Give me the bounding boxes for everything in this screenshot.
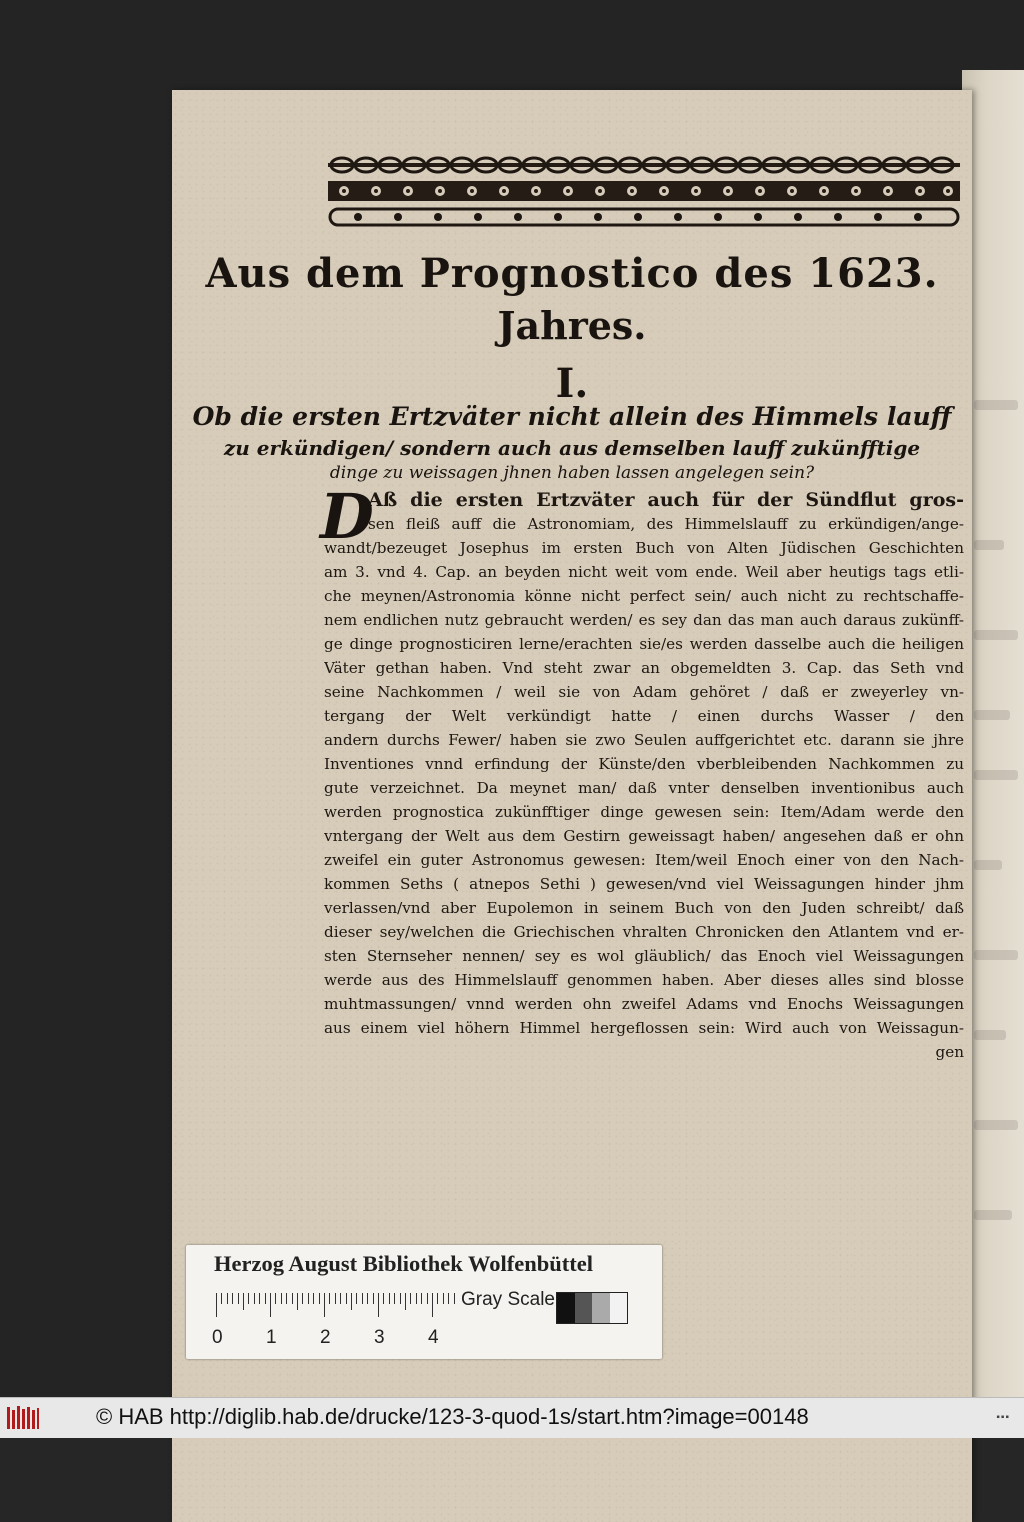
ruler-tick — [356, 1293, 357, 1304]
ruler-tick — [405, 1293, 406, 1310]
ruler-tick — [427, 1293, 428, 1304]
ruler-tick — [410, 1293, 411, 1304]
body-line: che meynen/Astronomia könne nicht perfect sein/ auch nicht zu rechtschaffe- — [324, 587, 964, 605]
ruler-tick — [324, 1293, 325, 1317]
body-line: tergang der Welt verkündigt hatte / einen durchs Wasser / den — [324, 707, 964, 725]
question-line-1: Ob die ersten Ertzväter nicht allein des Himmels lauff — [192, 402, 952, 431]
ruler-tick — [335, 1293, 336, 1304]
ruler-number: 4 — [428, 1327, 439, 1348]
body-line: sten Sternseher nennen/ sey es wol gläublich/ das Enoch viel Weissagungen — [324, 947, 964, 965]
title-line-1: Aus dem Prognostico des 1623. — [205, 250, 939, 297]
body-line: Väter gethan haben. Vnd steht zwar an obgemeldten 3. Cap. das Seth vnd — [324, 659, 964, 677]
ruler-number: 3 — [374, 1327, 385, 1348]
color-calibration-card — [186, 1245, 662, 1359]
body-line: sen fleiß auff die Astronomiam, des Himmelslauff zu erkündigen/ange- — [368, 515, 964, 533]
ruler-number: 1 — [266, 1327, 277, 1348]
ruler-tick — [243, 1293, 244, 1310]
body-line: werden prognostica zukünfftiger dinge gewesen sein: Item/Adam werde den — [324, 803, 964, 821]
body-line: Inventiones vnnd erfindung der Künste/den vberbleibenden Nachkommen zu — [324, 755, 964, 773]
ruler-tick — [254, 1293, 255, 1304]
body-line: wandt/bezeuget Josephus im ersten Buch von Alten Jüdischen Geschichten — [324, 539, 964, 557]
ruler-tick — [378, 1293, 379, 1317]
body-line: seine Nachkommen / weil sie von Adam gehöret / daß er zweyerley vn- — [324, 683, 964, 701]
ruler-tick — [221, 1293, 222, 1304]
ruler-tick — [432, 1293, 433, 1317]
body-line: zweifel ein guter Astronomus gewesen: Item/weil Enoch einer von den Nach- — [324, 851, 964, 869]
ruler-tick — [340, 1293, 341, 1304]
library-logo-icon — [6, 1404, 40, 1432]
ruler-tick — [437, 1293, 438, 1304]
body-line: vntergang der Welt aus dem Gestirn geweissagt haben/ angesehen daß er ohn — [324, 827, 964, 845]
body-line: gute verzeichnet. Da meynet man/ daß vnter denselben inventionibus auch — [324, 779, 964, 797]
ruler-tick — [216, 1293, 217, 1317]
ruler-tick — [238, 1293, 239, 1304]
body-line: kommen Seths ( atnepos Sethi ) gewesen/vnd viel Weissagungen hinder jhm — [324, 875, 964, 893]
body-line: andern durchs Fewer/ haben sie zwo Seulen auffgerichtet etc. darann sie jhre — [324, 731, 964, 749]
body-line: aus einem viel höhern Himmel hergeflossen sein: Wird auch von Weissagun- — [324, 1019, 964, 1037]
ornament-band-bottom — [328, 205, 960, 229]
gray-patch — [575, 1293, 593, 1323]
ruler-tick — [443, 1293, 444, 1304]
ornament-band-middle — [328, 179, 960, 203]
body-line: dieser sey/welchen die Griechischen vhralten Chronicken den Atlantem vnd er- — [324, 923, 964, 941]
gray-patch — [557, 1293, 575, 1323]
ruler-tick — [346, 1293, 347, 1304]
ruler-tick — [270, 1293, 271, 1317]
ruler-tick — [448, 1293, 449, 1304]
drop-cap: D — [320, 480, 374, 553]
ruler-tick — [308, 1293, 309, 1304]
measurement-ruler — [216, 1293, 436, 1317]
ruler-number: 2 — [320, 1327, 331, 1348]
ruler-tick — [275, 1293, 276, 1304]
body-line: muhtmassungen/ vnnd werden ohn zweifel Adams vnd Enochs Weissagungen — [324, 995, 964, 1013]
ruler-tick — [421, 1293, 422, 1304]
ruler-tick — [259, 1293, 260, 1304]
ruler-tick — [292, 1293, 293, 1304]
ruler-tick — [351, 1293, 352, 1310]
ruler-tick — [248, 1293, 249, 1304]
footer-bar — [0, 1397, 1024, 1438]
ruler-tick — [389, 1293, 390, 1304]
body-line: ge dinge prognosticiren lerne/erachten sie/es werden dasselbe auch die heiligen — [324, 635, 964, 653]
catchword: gen — [935, 1043, 964, 1061]
body-line: verlassen/vnd aber Eupolemon in seinem Buch von den Juden schreibt/ daß — [324, 899, 964, 917]
ruler-tick — [454, 1293, 455, 1304]
ruler-tick — [286, 1293, 287, 1304]
ornament-band-top — [328, 153, 960, 177]
body-line: Aß die ersten Ertzväter auch für der Sündflut gros- — [368, 489, 964, 511]
body-line: nem endlichen nutz gebraucht werden/ es sey dan das man auch daraus zukünff- — [324, 611, 964, 629]
section-numeral: I. — [555, 360, 589, 407]
gray-scale-swatch — [556, 1292, 628, 1324]
gray-patch — [592, 1293, 610, 1323]
ruler-tick — [297, 1293, 298, 1310]
library-name: Herzog August Bibliothek Wolfenbüttel — [214, 1251, 593, 1276]
ruler-tick — [232, 1293, 233, 1304]
ruler-tick — [373, 1293, 374, 1304]
question-line-3: dinge zu weissagen jhnen haben lassen angelegen sein? — [329, 463, 815, 483]
ruler-tick — [319, 1293, 320, 1304]
question-line-2: zu erkündigen/ sondern auch aus demselben lauff zukünfftige — [223, 436, 921, 460]
ruler-tick — [400, 1293, 401, 1304]
ruler-tick — [416, 1293, 417, 1304]
ruler-tick — [367, 1293, 368, 1304]
gray-patch — [610, 1293, 628, 1323]
ruler-tick — [227, 1293, 228, 1304]
ruler-tick — [383, 1293, 384, 1304]
ruler-tick — [302, 1293, 303, 1304]
ruler-tick — [362, 1293, 363, 1304]
ruler-tick — [281, 1293, 282, 1304]
body-line: am 3. vnd 4. Cap. an beyden nicht weit vom ende. Weil aber heutigs tags etli- — [324, 563, 964, 581]
title-line-2: Jahres. — [497, 303, 647, 348]
body-line: werde aus des Himmelslauff genommen haben. Aber dieses alles sind blosse — [324, 971, 964, 989]
gray-scale-label: Gray Scale — [461, 1289, 555, 1310]
ruler-tick — [265, 1293, 266, 1304]
body-paragraph — [320, 480, 964, 1064]
ruler-number: 0 — [212, 1327, 223, 1348]
ruler-tick — [394, 1293, 395, 1304]
ruler-tick — [313, 1293, 314, 1304]
footer-dots: ▪▪▪ — [996, 1412, 1010, 1423]
copyright-url[interactable]: © HAB http://diglib.hab.de/drucke/123-3-quod-1s/start.htm?image=00148 — [96, 1404, 809, 1429]
ruler-tick — [329, 1293, 330, 1304]
